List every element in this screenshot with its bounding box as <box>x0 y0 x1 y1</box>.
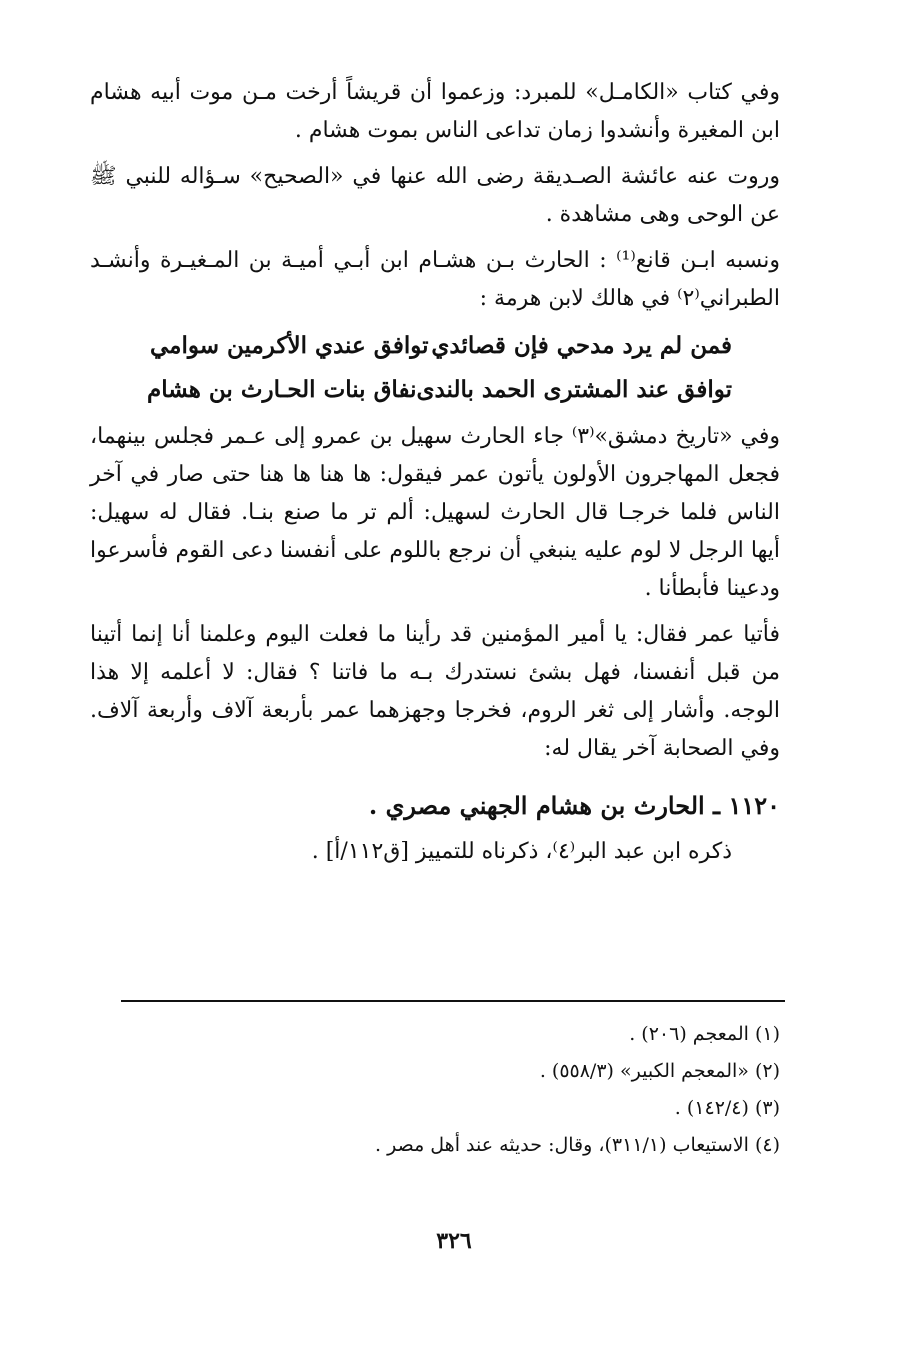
entry-text: ذكره ابن عبد البر⁽٤⁾، ذكرناه للتمييز [ق١١٢/أ] . <box>311 839 732 864</box>
footnote-number: (٢) <box>754 1060 780 1082</box>
paragraph-tarikh-dimashq: وفي «تاريخ دمشق»⁽٣⁾ جاء الحارث سهيل بن عمرو إلى عـمر فجلس بينهما، فجعل المهاجرون الأولون يأتون عمر فيقول: ها هنا ها هنا حتى صار في آخر الناس فلما خرجـا قال الحارث لسهيل: ألم تر ما صنع بنـا. فقال له سهيل: أيها الرجل لا لوم عليه ينبغي أن نرجع باللوم على أنفسنا دعى القوم فأسرعوا ودعينا فأبطأنا . <box>90 424 780 601</box>
poem-hemistich-first: توافق عند المشترى الحمد بالندى <box>416 376 732 403</box>
poem-hemistich-second: توافق عندي الأكرمين سوامي <box>150 332 429 359</box>
page-number: ٣٢٦ <box>436 1228 472 1254</box>
poem-verse <box>90 368 780 412</box>
footnote-text: (١٤٢/٤) . <box>674 1097 749 1119</box>
footnote-number: (١) <box>754 1023 780 1045</box>
main-text <box>90 74 780 872</box>
poem <box>90 324 780 412</box>
poem-hemistich-second: نفاق بنات الحـارث بن هشام <box>147 376 417 403</box>
footnote-number: (٤) <box>754 1134 780 1156</box>
paragraph-umar: فأتيا عمر فقال: يا أمير المؤمنين قد رأينا ما فعلت اليوم وعلمنا أنا إنما أتينا من قبل أنفسنا، فهل بشئ نستدرك بـه ما فاتنا ؟ فقال: لا أعلمه إلا هذا الوجه. وأشار إلى ثغر الروم، فخرجا وجهزهما عمر بأربعة آلاف وأربعة آلاف. وفي الصحابة آخر يقال له: <box>90 622 780 761</box>
footnote <box>90 1127 780 1164</box>
footnote-number: (٣) <box>754 1097 780 1119</box>
footnotes <box>90 1016 780 1164</box>
footnote-divider <box>121 1000 785 1002</box>
paragraph-aisha: وروت عنه عائشة الصـديقة رضى الله عنها في «الصحيح» سـؤاله للنبي ﷺ عن الوحى وهى مشاهدة . <box>90 164 780 227</box>
footnote <box>90 1053 780 1090</box>
poem-verse <box>90 324 780 368</box>
footnote-text: المعجم (٢٠٦) . <box>629 1023 749 1045</box>
paragraph-kamil: وفي كتاب «الكامـل» للمبرد: وزعموا أن قريشاً أرخت مـن موت أبيه هشام ابن المغيرة وأنشدوا زمان تداعى الناس بموت هشام . <box>90 80 780 143</box>
paragraph-lineage: ونسبه ابـن قانع⁽¹⁾ : الحارث بـن هشـام ابن أبـي أميـة بن المـغيـرة وأنشـد الطبراني⁽٢⁾ في هالك لابن هرمة : <box>90 248 780 311</box>
entry-heading: ١١٢٠ ـ الحارث بن هشام الجهني مصري . <box>368 791 780 820</box>
poem-hemistich-first: فمن لم يرد مدحي فإن قصائدي <box>431 332 732 359</box>
footnote <box>90 1090 780 1127</box>
footnote <box>90 1016 780 1053</box>
footnote-text: «المعجم الكبير» (٥٥٨/٣) . <box>539 1060 749 1082</box>
footnote-text: الاستيعاب (٣١١/١)، وقال: حديثه عند أهل مصر . <box>375 1134 749 1156</box>
